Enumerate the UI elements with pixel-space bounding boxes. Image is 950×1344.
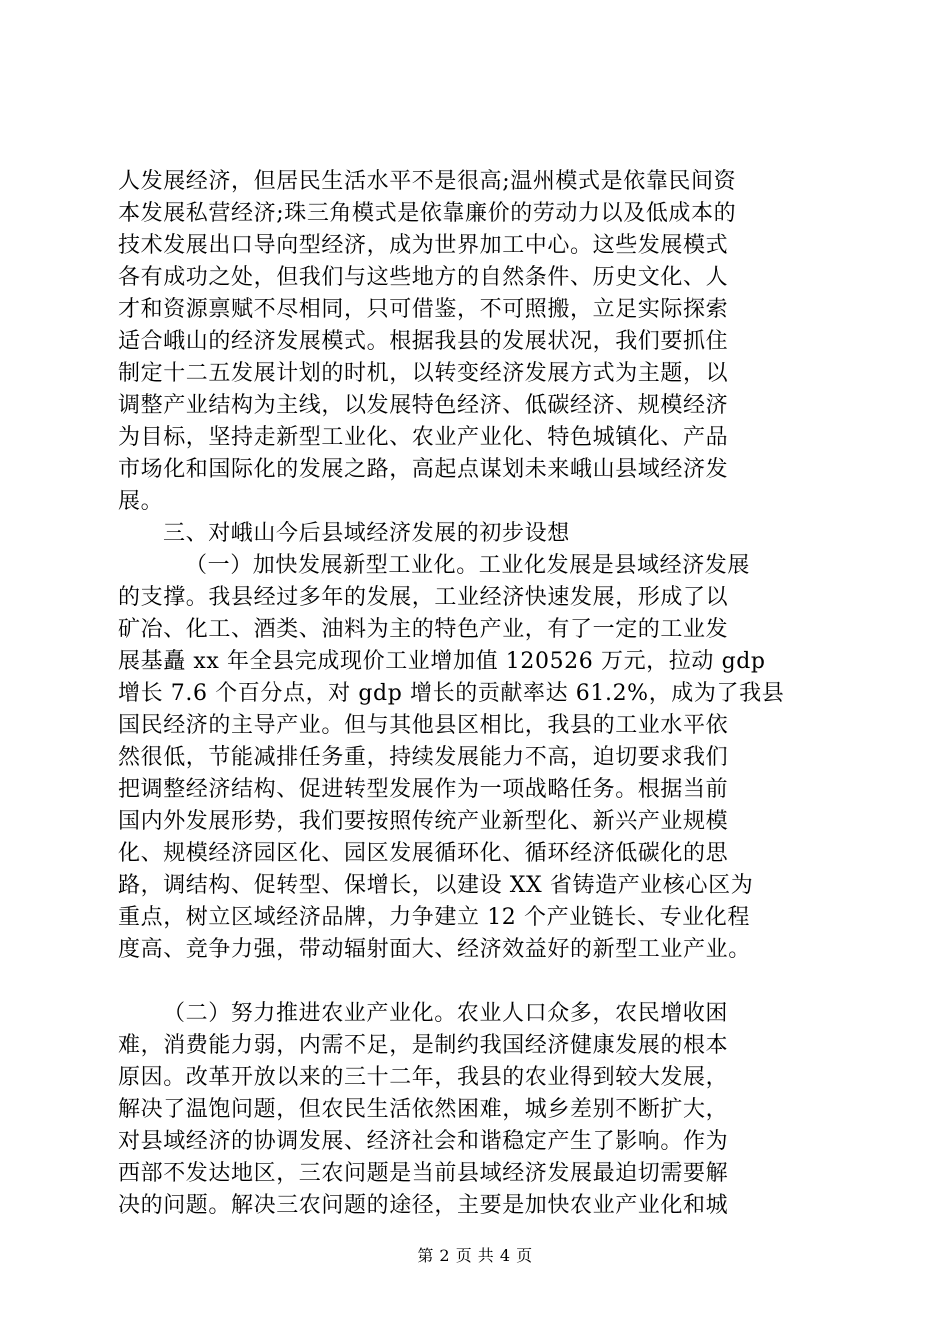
text-line: 各有成功之处，但我们与这些地方的自然条件、历史文化、人 [118, 265, 729, 290]
text-line: 调整产业结构为主线，以发展特色经济、低碳经济、规模经济 [118, 393, 729, 418]
text-line: 然很低，节能减排任务重，持续发展能力不高，迫切要求我们 [118, 745, 729, 770]
text-line: 展。 [118, 489, 164, 514]
text-line: 适合峨山的经济发展模式。根据我县的发展状况，我们要抓住 [118, 329, 729, 354]
text-line: 化、规模经济园区化、园区发展循环化、循环经济低碳化的思 [118, 841, 729, 866]
text-line: 度高、竞争力强，带动辐射面大、经济效益好的新型工业产业。 [118, 937, 751, 962]
text-line: 难，消费能力弱，内需不足，是制约我国经济健康发展的根本 [118, 1033, 729, 1058]
text-line: 西部不发达地区，三农问题是当前县域经济发展最迫切需要解 [118, 1161, 729, 1186]
text-line: 人发展经济，但居民生活水平不是很高;温州模式是依靠民间资 [118, 169, 737, 194]
text-line: 决的问题。解决三农问题的途径，主要是加快农业产业化和城 [118, 1193, 729, 1218]
text-line: 制定十二五发展计划的时机，以转变经济发展方式为主题，以 [118, 361, 729, 386]
text-line: 国内外发展形势，我们要按照传统产业新型化、新兴产业规模 [118, 809, 729, 834]
text-line: 为目标，坚持走新型工业化、农业产业化、特色城镇化、产品 [118, 425, 729, 450]
text-line: 才和资源禀赋不尽相同，只可借鉴，不可照搬，立足实际探索 [118, 297, 729, 322]
text-line: 路，调结构、促转型、保增长，以建设 XX 省铸造产业核心区为 [118, 873, 754, 898]
text-line: （二）努力推进农业产业化。农业人口众多，农民增收困 [163, 1001, 729, 1026]
page-footer: 第 2 页 共 4 页 [417, 1246, 533, 1265]
text-line: 矿冶、化工、酒类、油料为主的特色产业，有了一定的工业发 [118, 617, 729, 642]
text-line: 国民经济的主导产业。但与其他县区相比，我县的工业水平依 [118, 713, 729, 738]
section-heading: 三、对峨山今后县域经济发展的初步设想 [163, 521, 570, 546]
text-line: （一）加快发展新型工业化。工业化发展是县域经济发展 [185, 553, 751, 578]
text-line: 技术发展出口导向型经济，成为世界加工中心。这些发展模式 [118, 233, 729, 258]
text-line: 的支撑。我县经过多年的发展，工业经济快速发展，形成了以 [118, 585, 729, 610]
text-line: 重点，树立区域经济品牌，力争建立 12 个产业链长、专业化程 [118, 905, 750, 930]
text-line: 展基矗 xx 年全县完成现价工业增加值 120526 万元，拉动 gdp [118, 649, 766, 674]
text-line: 市场化和国际化的发展之路，高起点谋划未来峨山县域经济发 [118, 457, 729, 482]
text-line: 对县域经济的协调发展、经济社会和谐稳定产生了影响。作为 [118, 1129, 729, 1154]
text-line: 把调整经济结构、促进转型发展作为一项战略任务。根据当前 [118, 777, 729, 802]
text-line: 本发展私营经济;珠三角模式是依靠廉价的劳动力以及低成本的 [118, 201, 737, 226]
text-line: 增长 7.6 个百分点，对 gdp 增长的贡献率达 61.2%，成为了我县 [118, 681, 785, 706]
text-line: 原因。改革开放以来的三十二年，我县的农业得到较大发展， [118, 1065, 729, 1090]
text-line: 解决了温饱问题，但农民生活依然困难，城乡差别不断扩大， [118, 1097, 729, 1122]
